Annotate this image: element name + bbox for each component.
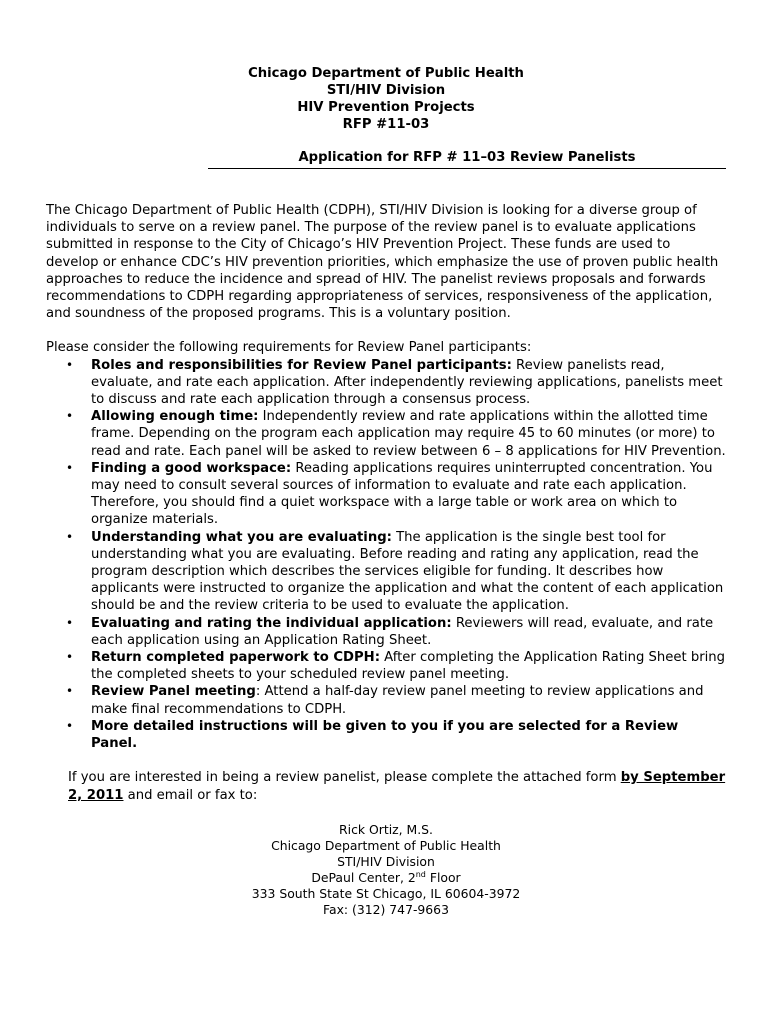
requirement-title: Understanding what you are evaluating: — [91, 529, 392, 545]
bullet-icon: • — [66, 615, 74, 630]
requirement-title: More detailed instructions will be given to you if you are selected for a Review Panel. — [91, 718, 679, 752]
requirement-text: Reviewers will read, evaluate, and rate each application using an Application Rating Sheet. — [91, 615, 714, 648]
closing-paragraph — [46, 769, 726, 803]
header-organization: Chicago Department of Public Health — [248, 66, 524, 81]
closing-text-after: and email or fax to: — [123, 787, 258, 803]
bullet-icon: • — [66, 718, 74, 733]
header-rfp-number: RFP #11-03 — [342, 117, 430, 132]
deadline-date: by September 2, 2011 — [68, 770, 726, 803]
requirement-title: Allowing enough time: — [91, 409, 259, 425]
requirement-title: Roles and responsibilities for Review Panel participants: — [91, 357, 512, 373]
center-prefix: DePaul Center, 2 — [311, 869, 416, 885]
contact-fax: Fax: (312) 747-9663 — [323, 901, 449, 917]
contact-address — [46, 822, 726, 918]
requirements-list — [46, 357, 726, 753]
requirement-text: Reading applications requires uninterrupted concentration. You may need to consult several sources of information to evaluate and rate each application. Therefore, you should find a quiet workspace with a large table or work area on which to organize materials. — [91, 460, 713, 528]
requirement-item — [66, 718, 726, 752]
application-title: Application for RFP # 11–03 Review Panelists — [208, 149, 726, 169]
intro-paragraph: The Chicago Department of Public Health (CDPH), STI/HIV Division is looking for a diverse group of individuals to serve on a review panel. The purpose of the review panel is to evaluate applications submitted in response to the City of Chicago’s HIV Prevention Project. These funds are used to develop or enhance CDC’s HIV prevention priorities, which emphasize the use of proven public health approaches to reduce the incidence and spread of HIV. The panelist reviews proposals and forwards recommendations to CDPH regarding appropriateness of services, responsiveness of the application, and soundness of the proposed programs. This is a voluntary position. — [46, 203, 719, 322]
requirement-item — [66, 615, 726, 649]
center-suffix: Floor — [425, 869, 461, 885]
bullet-icon: • — [66, 357, 74, 372]
contact-street: 333 South State St Chicago, IL 60604-3972 — [251, 885, 521, 901]
requirements-lead: Please consider the following requirements for Review Panel participants: — [46, 340, 532, 356]
requirement-text: : Attend a half-day review panel meeting to review applications and make final recommendations to CDPH. — [91, 684, 704, 717]
center-ordinal: nd — [415, 869, 426, 879]
requirement-item — [66, 408, 726, 460]
bullet-icon: • — [66, 409, 74, 424]
contact-center — [46, 870, 726, 886]
requirement-text: The application is the single best tool for understanding what you are evaluating. Before reading and rating any application, read the program description which describes the services eligible for funding. It describes how applicants were instructed to organize the application and what the content of each application should be and the review criteria to be used to evaluate the application. — [91, 529, 724, 614]
document-header — [46, 65, 726, 133]
contact-organization: Chicago Department of Public Health — [271, 837, 501, 853]
bullet-icon: • — [66, 529, 74, 544]
requirement-title: Return completed paperwork to CDPH: — [91, 650, 380, 666]
header-project: HIV Prevention Projects — [297, 100, 475, 115]
requirement-item — [66, 357, 726, 409]
header-division: STI/HIV Division — [326, 83, 446, 98]
requirement-item — [66, 683, 726, 717]
contact-division: STI/HIV Division — [337, 853, 435, 869]
requirement-title: Evaluating and rating the individual application: — [91, 615, 452, 631]
contact-name: Rick Ortiz, M.S. — [339, 821, 433, 837]
requirement-text: Independently review and rate applications within the allotted time frame. Depending on the program each application may require 45 to 60 minutes (or more) to read and rate. Each panel will be asked to review between 6 – 8 applications for HIV Prevention. — [91, 409, 726, 459]
requirement-title: Review Panel meeting — [91, 684, 256, 700]
bullet-icon: • — [66, 684, 74, 699]
requirement-text: After completing the Application Rating Sheet bring the completed sheets to your scheduled review panel meeting. — [91, 650, 726, 683]
requirement-item — [66, 460, 726, 529]
requirement-item — [66, 529, 726, 615]
requirement-title: Finding a good workspace: — [91, 460, 292, 476]
bullet-icon: • — [66, 650, 74, 665]
requirement-text: Review panelists read, evaluate, and rate each application. After independently reviewing applications, panelists meet to discuss and rate each application through a consensus process. — [91, 357, 723, 408]
requirement-item — [66, 649, 726, 683]
closing-text-before: If you are interested in being a review panelist, please complete the attached form — [68, 770, 621, 786]
bullet-icon: • — [66, 460, 74, 475]
